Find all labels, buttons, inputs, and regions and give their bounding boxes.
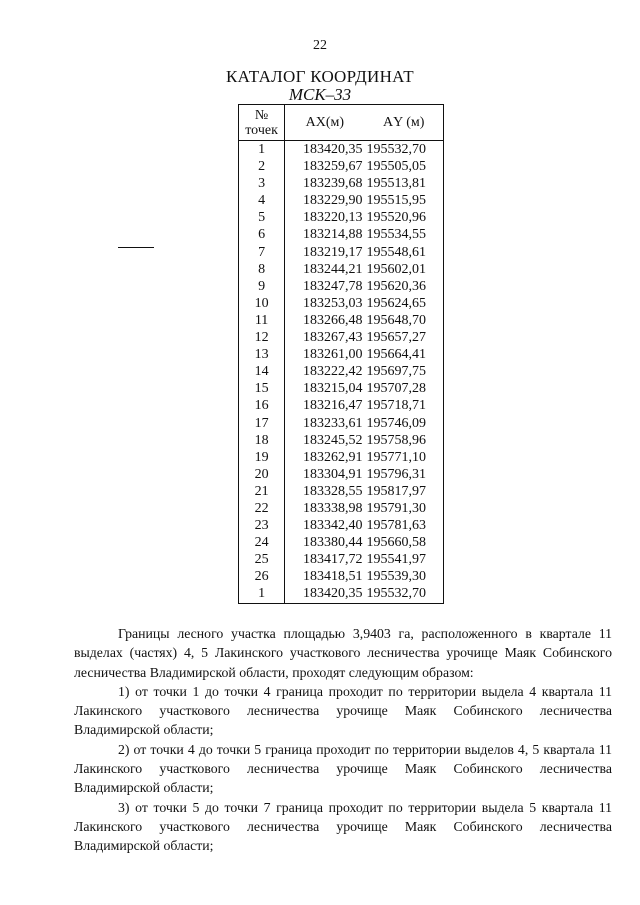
- paragraph-item-1: 1) от точки 1 до точки 4 граница проходит по территории выдела 4 квартала 11 Лакинского участкового лесничества урочище Маяк Собинского лесничества Владимирской области;: [74, 683, 612, 738]
- table-row: [239, 312, 444, 329]
- cell-point-number: 16: [239, 397, 285, 414]
- cell-x: 183342,40: [285, 517, 365, 534]
- cell-y: 195515,95: [365, 192, 444, 209]
- cell-y: 195539,30: [365, 568, 444, 585]
- cell-point-number: 8: [239, 261, 285, 278]
- cell-point-number: 15: [239, 380, 285, 397]
- table-row: [239, 432, 444, 449]
- cell-y: 195505,05: [365, 158, 444, 175]
- cell-x: 183259,67: [285, 158, 365, 175]
- cell-x: 183247,78: [285, 278, 365, 295]
- cell-point-number: 22: [239, 500, 285, 517]
- header-x: АХ(м): [285, 105, 365, 141]
- cell-point-number: 10: [239, 295, 285, 312]
- paragraph-item-2: 2) от точки 4 до точки 5 граница проходит по территории выделов 4, 5 квартала 11 Лакинского участкового лесничества урочище Маяк Собинского лесничества Владимирской области;: [74, 741, 612, 796]
- cell-x: 183222,42: [285, 363, 365, 380]
- cell-point-number: 4: [239, 192, 285, 209]
- cell-y: 195718,71: [365, 397, 444, 414]
- table-row: [239, 295, 444, 312]
- cell-point-number: 19: [239, 449, 285, 466]
- cell-y: 195817,97: [365, 483, 444, 500]
- cell-point-number: 2: [239, 158, 285, 175]
- cell-point-number: 9: [239, 278, 285, 295]
- cell-x: 183380,44: [285, 534, 365, 551]
- table-row: [239, 278, 444, 295]
- cell-y: 195541,97: [365, 551, 444, 568]
- cell-y: 195707,28: [365, 380, 444, 397]
- cell-y: 195648,70: [365, 312, 444, 329]
- cell-y: 195771,10: [365, 449, 444, 466]
- cell-x: 183233,61: [285, 415, 365, 432]
- header-point-number: № точек: [239, 105, 285, 141]
- cell-point-number: 11: [239, 312, 285, 329]
- coordinates-table: [238, 104, 444, 604]
- cell-x: 183266,48: [285, 312, 365, 329]
- cell-y: 195548,61: [365, 244, 444, 261]
- cell-point-number: 6: [239, 226, 285, 243]
- cell-x: 183214,88: [285, 226, 365, 243]
- cell-x: 183220,13: [285, 209, 365, 226]
- cell-x: 183420,35: [285, 585, 365, 603]
- cell-x: 183418,51: [285, 568, 365, 585]
- table-row: [239, 329, 444, 346]
- cell-x: 183304,91: [285, 466, 365, 483]
- table-row: [239, 141, 444, 159]
- table-row: [239, 397, 444, 414]
- cell-point-number: 26: [239, 568, 285, 585]
- cell-y: 195796,31: [365, 466, 444, 483]
- table-row: [239, 192, 444, 209]
- cell-point-number: 12: [239, 329, 285, 346]
- table-row: [239, 363, 444, 380]
- cell-point-number: 18: [239, 432, 285, 449]
- table-row: [239, 551, 444, 568]
- cell-point-number: 25: [239, 551, 285, 568]
- table-row: [239, 585, 444, 603]
- table-body: [239, 141, 444, 604]
- cell-x: 183328,55: [285, 483, 365, 500]
- cell-point-number: 1: [239, 585, 285, 603]
- coordinate-system-subtitle: МСК–33: [288, 85, 352, 104]
- cell-y: 195534,55: [365, 226, 444, 243]
- cell-x: 183262,91: [285, 449, 365, 466]
- cell-y: 195513,81: [365, 175, 444, 192]
- cell-y: 195620,36: [365, 278, 444, 295]
- table-row: [239, 175, 444, 192]
- cell-y: 195660,58: [365, 534, 444, 551]
- cell-y: 195746,09: [365, 415, 444, 432]
- table-row: [239, 261, 444, 278]
- table-row: [239, 534, 444, 551]
- cell-y: 195781,63: [365, 517, 444, 534]
- cell-y: 195520,96: [365, 209, 444, 226]
- cell-y: 195532,70: [365, 585, 444, 603]
- table-row: [239, 568, 444, 585]
- cell-x: 183338,98: [285, 500, 365, 517]
- table-row: [239, 517, 444, 534]
- table-row: [239, 346, 444, 363]
- cell-point-number: 13: [239, 346, 285, 363]
- cell-x: 183253,03: [285, 295, 365, 312]
- cell-point-number: 3: [239, 175, 285, 192]
- cell-point-number: 21: [239, 483, 285, 500]
- cell-y: 195532,70: [365, 141, 444, 159]
- table-row: [239, 226, 444, 243]
- paragraph-item-3: 3) от точки 5 до точки 7 граница проходит по территории выдела 5 квартала 11 Лакинского участкового лесничества урочище Маяк Собинского лесничества Владимирской области;: [74, 799, 612, 854]
- table-row: [239, 244, 444, 261]
- cell-x: 183219,17: [285, 244, 365, 261]
- cell-x: 183420,35: [285, 141, 365, 159]
- cell-y: 195791,30: [365, 500, 444, 517]
- cell-y: 195657,27: [365, 329, 444, 346]
- cell-point-number: 14: [239, 363, 285, 380]
- table-row: [239, 466, 444, 483]
- table-row: [239, 449, 444, 466]
- table-row: [239, 209, 444, 226]
- cell-x: 183245,52: [285, 432, 365, 449]
- cell-y: 195758,96: [365, 432, 444, 449]
- cell-x: 183261,00: [285, 346, 365, 363]
- cell-y: 195697,75: [365, 363, 444, 380]
- cell-x: 183267,43: [285, 329, 365, 346]
- cell-x: 183417,72: [285, 551, 365, 568]
- table-row: [239, 483, 444, 500]
- table-row: [239, 380, 444, 397]
- cell-point-number: 7: [239, 244, 285, 261]
- table-header-row: [239, 105, 444, 141]
- cell-x: 183216,47: [285, 397, 365, 414]
- cell-x: 183229,90: [285, 192, 365, 209]
- cell-point-number: 23: [239, 517, 285, 534]
- header-y: АY (м): [365, 105, 444, 141]
- cell-point-number: 5: [239, 209, 285, 226]
- cell-x: 183239,68: [285, 175, 365, 192]
- cell-y: 195664,41: [365, 346, 444, 363]
- cell-point-number: 17: [239, 415, 285, 432]
- cell-x: 183215,04: [285, 380, 365, 397]
- cell-x: 183244,21: [285, 261, 365, 278]
- cell-point-number: 1: [239, 141, 285, 159]
- table-row: [239, 415, 444, 432]
- boundary-description: [74, 624, 612, 856]
- page-number: 22: [313, 38, 327, 53]
- table-row: [239, 500, 444, 517]
- margin-dash-mark: [118, 247, 154, 248]
- cell-point-number: 24: [239, 534, 285, 551]
- cell-point-number: 20: [239, 466, 285, 483]
- cell-y: 195624,65: [365, 295, 444, 312]
- cell-y: 195602,01: [365, 261, 444, 278]
- paragraph-intro: Границы лесного участка площадью 3,9403 га, расположенного в квартале 11 выделах (частях) 4, 5 Лакинского участкового лесничества урочище Маяк Собинского лесничества Владимирской области, проходят следующим образом:: [74, 626, 612, 680]
- catalog-title: КАТАЛОГ КООРДИНАТ: [226, 67, 414, 86]
- table-row: [239, 158, 444, 175]
